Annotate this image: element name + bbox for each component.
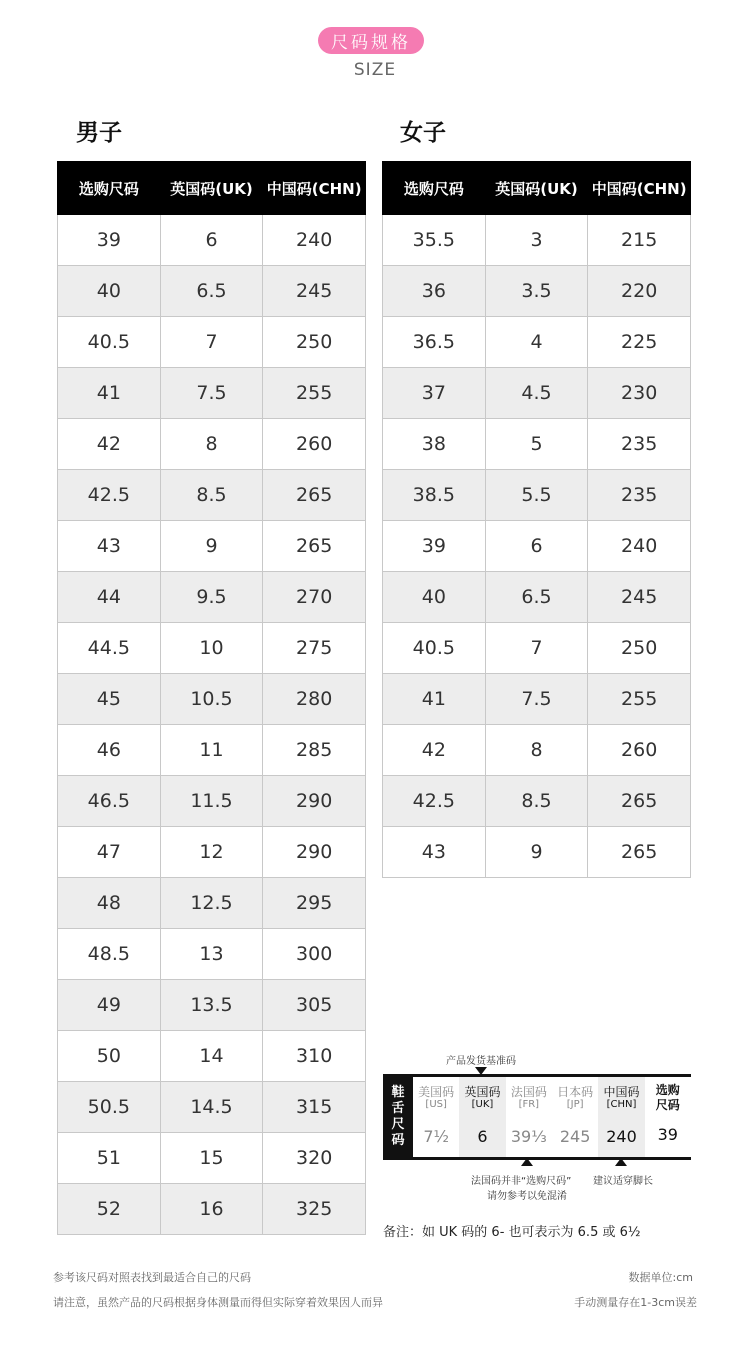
table-cell: 220 bbox=[588, 266, 691, 317]
table-cell: 320 bbox=[263, 1133, 366, 1184]
table-row bbox=[383, 572, 691, 623]
table-cell: 35.5 bbox=[383, 215, 486, 266]
table-cell: 270 bbox=[263, 572, 366, 623]
table-cell: 43 bbox=[383, 827, 486, 878]
table-row bbox=[383, 623, 691, 674]
table-row bbox=[383, 470, 691, 521]
table-row bbox=[58, 929, 366, 980]
table-cell: 305 bbox=[263, 980, 366, 1031]
women-size-table bbox=[382, 161, 691, 878]
chn-size-note: 建议适穿脚长 bbox=[593, 1176, 653, 1187]
arrow-up-icon bbox=[615, 1158, 627, 1166]
table-row bbox=[58, 419, 366, 470]
table-cell: 11.5 bbox=[160, 776, 263, 827]
ref-col-value: 39⅓ bbox=[510, 1127, 547, 1146]
table-row bbox=[383, 827, 691, 878]
ref-col-unit: [CHN] bbox=[606, 1099, 637, 1110]
table-cell: 51 bbox=[58, 1133, 161, 1184]
table-row bbox=[383, 419, 691, 470]
table-row bbox=[383, 776, 691, 827]
ref-col-value: 7½ bbox=[423, 1127, 449, 1146]
shipping-base-size-label: 产品发货基准码 bbox=[446, 1056, 516, 1067]
table-cell: 8.5 bbox=[485, 776, 588, 827]
table-cell: 49 bbox=[58, 980, 161, 1031]
table-row bbox=[58, 623, 366, 674]
table-row bbox=[58, 368, 366, 419]
size-subtitle: SIZE bbox=[353, 60, 397, 80]
table-cell: 235 bbox=[588, 419, 691, 470]
table-cell: 250 bbox=[588, 623, 691, 674]
table-cell: 38 bbox=[383, 419, 486, 470]
table-row bbox=[58, 878, 366, 929]
ref-col-jp bbox=[552, 1077, 598, 1157]
table-cell: 245 bbox=[588, 572, 691, 623]
table-cell: 37 bbox=[383, 368, 486, 419]
footer-unit: 数据单位:cm bbox=[628, 1271, 693, 1284]
table-cell: 40.5 bbox=[383, 623, 486, 674]
table-cell: 7.5 bbox=[160, 368, 263, 419]
ref-col-unit: [US] bbox=[425, 1099, 447, 1110]
table-cell: 260 bbox=[588, 725, 691, 776]
table-cell: 41 bbox=[383, 674, 486, 725]
table-cell: 50.5 bbox=[58, 1082, 161, 1133]
column-header: 英国码(UK) bbox=[160, 162, 263, 215]
table-cell: 41 bbox=[58, 368, 161, 419]
table-cell: 16 bbox=[160, 1184, 263, 1235]
table-cell: 3.5 bbox=[485, 266, 588, 317]
ref-col-name: 日本码 bbox=[557, 1085, 594, 1099]
table-cell: 225 bbox=[588, 317, 691, 368]
table-cell: 46.5 bbox=[58, 776, 161, 827]
remark-note: 备注：如 UK 码的 6- 也可表示为 6.5 或 6½ bbox=[383, 1225, 641, 1240]
fr-size-warning-2: 请勿参考以免混淆 bbox=[487, 1191, 567, 1202]
table-cell: 36.5 bbox=[383, 317, 486, 368]
ref-col-fr bbox=[506, 1077, 552, 1157]
table-cell: 7 bbox=[485, 623, 588, 674]
table-row bbox=[58, 674, 366, 725]
table-cell: 4.5 bbox=[485, 368, 588, 419]
column-header: 选购尺码 bbox=[58, 162, 161, 215]
table-row bbox=[58, 470, 366, 521]
table-cell: 9 bbox=[160, 521, 263, 572]
tongue-size-side-label: 鞋 舌 尺 码 bbox=[383, 1077, 413, 1157]
table-cell: 6.5 bbox=[160, 266, 263, 317]
table-cell: 42 bbox=[58, 419, 161, 470]
ref-col-value: 245 bbox=[559, 1127, 591, 1146]
table-cell: 6 bbox=[485, 521, 588, 572]
table-cell: 245 bbox=[263, 266, 366, 317]
table-cell: 4 bbox=[485, 317, 588, 368]
table-row bbox=[383, 317, 691, 368]
table-cell: 315 bbox=[263, 1082, 366, 1133]
table-cell: 5.5 bbox=[485, 470, 588, 521]
ref-col-name: 中国码 bbox=[603, 1085, 640, 1099]
table-cell: 42.5 bbox=[383, 776, 486, 827]
table-row bbox=[58, 521, 366, 572]
table-cell: 9.5 bbox=[160, 572, 263, 623]
table-cell: 260 bbox=[263, 419, 366, 470]
table-cell: 39 bbox=[58, 215, 161, 266]
table-cell: 42.5 bbox=[58, 470, 161, 521]
table-cell: 8 bbox=[485, 725, 588, 776]
table-cell: 265 bbox=[263, 470, 366, 521]
table-cell: 40.5 bbox=[58, 317, 161, 368]
table-cell: 250 bbox=[263, 317, 366, 368]
table-cell: 325 bbox=[263, 1184, 366, 1235]
ref-col-chn bbox=[598, 1077, 644, 1157]
ref-col-unit: [JP] bbox=[566, 1099, 584, 1110]
table-cell: 290 bbox=[263, 776, 366, 827]
table-row bbox=[58, 776, 366, 827]
table-row bbox=[58, 1184, 366, 1235]
column-header: 中国码(CHN) bbox=[263, 162, 366, 215]
table-row bbox=[58, 572, 366, 623]
table-cell: 44.5 bbox=[58, 623, 161, 674]
table-cell: 240 bbox=[588, 521, 691, 572]
footer-error-note: 手动测量存在1-3cm误差 bbox=[574, 1296, 697, 1309]
table-cell: 235 bbox=[588, 470, 691, 521]
ref-col-value: 39 bbox=[657, 1125, 678, 1144]
table-cell: 14 bbox=[160, 1031, 263, 1082]
ref-col-us bbox=[413, 1077, 459, 1157]
ref-col-purchase bbox=[645, 1077, 691, 1157]
table-cell: 230 bbox=[588, 368, 691, 419]
table-row bbox=[58, 827, 366, 878]
table-cell: 14.5 bbox=[160, 1082, 263, 1133]
table-cell: 255 bbox=[588, 674, 691, 725]
table-row bbox=[58, 317, 366, 368]
table-cell: 39 bbox=[383, 521, 486, 572]
table-cell: 40 bbox=[383, 572, 486, 623]
table-cell: 290 bbox=[263, 827, 366, 878]
fr-size-warning: 法国码并非“选购尺码” bbox=[471, 1176, 572, 1187]
table-row bbox=[383, 266, 691, 317]
ref-col-name: 选购尺码 bbox=[655, 1083, 680, 1112]
table-cell: 265 bbox=[588, 827, 691, 878]
table-cell: 11 bbox=[160, 725, 263, 776]
table-cell: 40 bbox=[58, 266, 161, 317]
table-cell: 265 bbox=[263, 521, 366, 572]
table-cell: 295 bbox=[263, 878, 366, 929]
table-cell: 310 bbox=[263, 1031, 366, 1082]
table-cell: 240 bbox=[263, 215, 366, 266]
ref-col-value: 240 bbox=[606, 1127, 637, 1146]
table-row bbox=[383, 215, 691, 266]
ref-col-unit: [UK] bbox=[471, 1099, 494, 1110]
table-cell: 8 bbox=[160, 419, 263, 470]
table-cell: 6 bbox=[160, 215, 263, 266]
table-cell: 13 bbox=[160, 929, 263, 980]
table-row bbox=[58, 1031, 366, 1082]
table-cell: 45 bbox=[58, 674, 161, 725]
column-header: 选购尺码 bbox=[383, 162, 486, 215]
ref-col-name: 法国码 bbox=[510, 1085, 547, 1099]
table-row bbox=[58, 725, 366, 776]
table-cell: 43 bbox=[58, 521, 161, 572]
table-cell: 3 bbox=[485, 215, 588, 266]
table-cell: 265 bbox=[588, 776, 691, 827]
table-cell: 48 bbox=[58, 878, 161, 929]
table-row bbox=[383, 521, 691, 572]
table-cell: 47 bbox=[58, 827, 161, 878]
table-cell: 50 bbox=[58, 1031, 161, 1082]
table-cell: 12.5 bbox=[160, 878, 263, 929]
table-cell: 255 bbox=[263, 368, 366, 419]
ref-col-name: 英国码 bbox=[464, 1085, 501, 1099]
footer-tip-2: 请注意，虽然产品的尺码根据身体测量而得但实际穿着效果因人而异 bbox=[53, 1296, 383, 1309]
table-cell: 5 bbox=[485, 419, 588, 470]
table-row bbox=[383, 674, 691, 725]
table-cell: 7.5 bbox=[485, 674, 588, 725]
table-row bbox=[58, 266, 366, 317]
table-row bbox=[383, 368, 691, 419]
table-row bbox=[58, 1133, 366, 1184]
table-row bbox=[58, 215, 366, 266]
table-cell: 285 bbox=[263, 725, 366, 776]
table-cell: 15 bbox=[160, 1133, 263, 1184]
table-cell: 46 bbox=[58, 725, 161, 776]
ref-col-unit: [FR] bbox=[518, 1099, 540, 1110]
table-cell: 7 bbox=[160, 317, 263, 368]
table-cell: 13.5 bbox=[160, 980, 263, 1031]
arrow-up-icon bbox=[521, 1158, 533, 1166]
table-cell: 36 bbox=[383, 266, 486, 317]
table-cell: 9 bbox=[485, 827, 588, 878]
table-cell: 48.5 bbox=[58, 929, 161, 980]
table-cell: 44 bbox=[58, 572, 161, 623]
table-cell: 300 bbox=[263, 929, 366, 980]
women-section-title: 女子 bbox=[400, 120, 446, 146]
men-size-table bbox=[57, 161, 366, 1235]
table-cell: 42 bbox=[383, 725, 486, 776]
table-cell: 6.5 bbox=[485, 572, 588, 623]
size-spec-badge: 尺码规格 bbox=[318, 27, 424, 54]
ref-col-uk bbox=[459, 1077, 505, 1157]
table-cell: 52 bbox=[58, 1184, 161, 1235]
table-cell: 8.5 bbox=[160, 470, 263, 521]
table-cell: 275 bbox=[263, 623, 366, 674]
footer-tip-1: 参考该尺码对照表找到最适合自己的尺码 bbox=[53, 1271, 251, 1284]
ref-col-name: 美国码 bbox=[418, 1085, 455, 1099]
table-cell: 12 bbox=[160, 827, 263, 878]
table-cell: 38.5 bbox=[383, 470, 486, 521]
table-row bbox=[58, 980, 366, 1031]
tongue-label-diagram bbox=[383, 1074, 691, 1160]
column-header: 中国码(CHN) bbox=[588, 162, 691, 215]
ref-col-value: 6 bbox=[477, 1127, 488, 1146]
column-header: 英国码(UK) bbox=[485, 162, 588, 215]
table-row bbox=[58, 1082, 366, 1133]
table-cell: 10.5 bbox=[160, 674, 263, 725]
table-row bbox=[383, 725, 691, 776]
table-cell: 280 bbox=[263, 674, 366, 725]
men-section-title: 男子 bbox=[76, 120, 122, 146]
table-cell: 215 bbox=[588, 215, 691, 266]
table-cell: 10 bbox=[160, 623, 263, 674]
